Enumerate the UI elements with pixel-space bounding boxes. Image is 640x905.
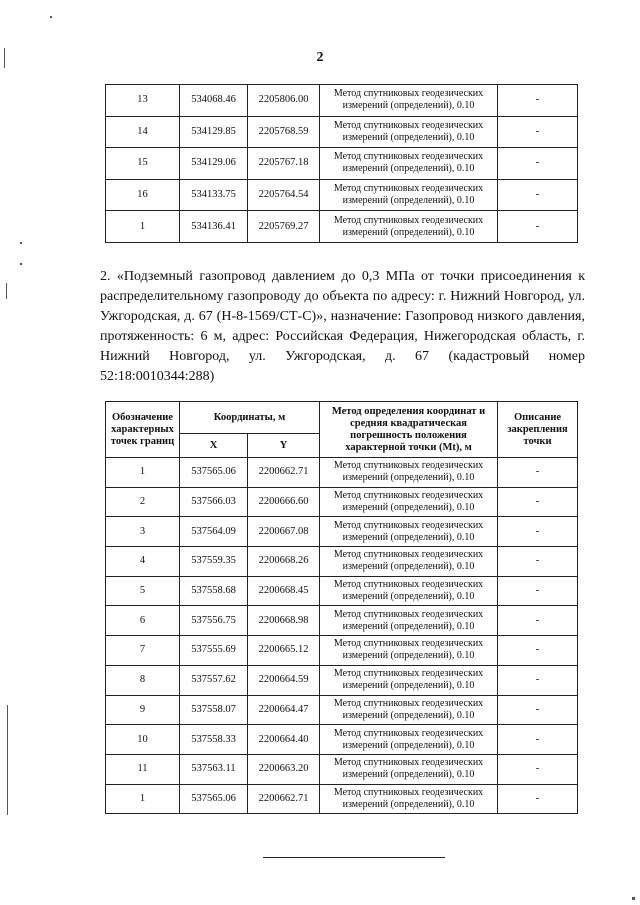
- cell-description: -: [498, 725, 578, 755]
- cell-method: Метод спутниковых геодезических измерений (определений), 0.10: [320, 725, 498, 755]
- cell-y: 2200663.20: [248, 754, 320, 784]
- table-row: [106, 636, 578, 666]
- cell-description: -: [498, 636, 578, 666]
- cell-x: 537559.35: [180, 547, 248, 577]
- cell-description: -: [498, 754, 578, 784]
- cell-method: Метод спутниковых геодезических измерений (определений), 0.10: [320, 148, 498, 180]
- section-2-text: 2. «Подземный газопровод давлением до 0,3 МПа от точки присоединения к распределительному газопроводу до объекта по адресу: г. Нижний Новгород, ул. Ужгородская, д. 67 (Н-8-1569/СТ-С)», назначение: Газопровод низкого давления, протяженность: 6 м, адрес: Российская Федерация, Нижегородская область, г. Нижний Новгород, ул. Ужгородская, д. 67 (кадастровый номер 52:18:0010344:288): [100, 269, 585, 384]
- cell-method: Метод спутниковых геодезических измерений (определений), 0.10: [320, 606, 498, 636]
- scan-artifact: [50, 16, 52, 18]
- cell-description: -: [498, 458, 578, 488]
- cell-description: -: [498, 85, 578, 117]
- cell-y: 2205806.00: [248, 85, 320, 117]
- cell-description: -: [498, 695, 578, 725]
- table-row: [106, 116, 578, 148]
- cell-method: Метод спутниковых геодезических измерений (определений), 0.10: [320, 754, 498, 784]
- cell-point: 10: [106, 725, 180, 755]
- cell-description: -: [498, 665, 578, 695]
- cell-point: 1: [106, 211, 180, 243]
- cell-point: 3: [106, 517, 180, 547]
- cell-x: 534068.46: [180, 85, 248, 117]
- cell-description: -: [498, 784, 578, 814]
- cell-point: 6: [106, 606, 180, 636]
- cell-point: 1: [106, 458, 180, 488]
- table2-header: [106, 402, 578, 458]
- cell-point: 7: [106, 636, 180, 666]
- table-row: [106, 725, 578, 755]
- cell-point: 1: [106, 784, 180, 814]
- cell-description: -: [498, 606, 578, 636]
- page-number: 2: [316, 50, 324, 65]
- cell-point: 15: [106, 148, 180, 180]
- header-description: Описание закрепления точки: [498, 402, 578, 458]
- cell-point: 9: [106, 695, 180, 725]
- cell-y: 2200664.47: [248, 695, 320, 725]
- table-row: [106, 784, 578, 814]
- table-row: [106, 576, 578, 606]
- cell-x: 537566.03: [180, 487, 248, 517]
- cell-method: Метод спутниковых геодезических измерений (определений), 0.10: [320, 784, 498, 814]
- cell-point: 4: [106, 547, 180, 577]
- cell-y: 2205769.27: [248, 211, 320, 243]
- table-row: [106, 85, 578, 117]
- cell-description: -: [498, 211, 578, 243]
- cell-x: 534129.06: [180, 148, 248, 180]
- footer-divider: [263, 857, 445, 858]
- coordinates-table-continued: [105, 84, 578, 243]
- cell-point: 13: [106, 85, 180, 117]
- scan-artifact: [7, 705, 8, 815]
- cell-y: 2200668.26: [248, 547, 320, 577]
- cell-method: Метод спутниковых геодезических измерений (определений), 0.10: [320, 179, 498, 211]
- cell-method: Метод спутниковых геодезических измерений (определений), 0.10: [320, 211, 498, 243]
- cell-method: Метод спутниковых геодезических измерений (определений), 0.10: [320, 85, 498, 117]
- table-row: [106, 606, 578, 636]
- table-row: [106, 754, 578, 784]
- coordinates-table: [105, 401, 578, 814]
- cell-description: -: [498, 547, 578, 577]
- cell-x: 534136.41: [180, 211, 248, 243]
- table-row: [106, 148, 578, 180]
- cell-method: Метод спутниковых геодезических измерений (определений), 0.10: [320, 458, 498, 488]
- header-coordinates: Координаты, м: [180, 402, 320, 434]
- cell-description: -: [498, 576, 578, 606]
- cell-description: -: [498, 179, 578, 211]
- cell-y: 2205764.54: [248, 179, 320, 211]
- table-row: [106, 665, 578, 695]
- cell-x: 537564.09: [180, 517, 248, 547]
- cell-point: 5: [106, 576, 180, 606]
- table-row: [106, 487, 578, 517]
- cell-description: -: [498, 487, 578, 517]
- cell-y: 2200665.12: [248, 636, 320, 666]
- cell-x: 534133.75: [180, 179, 248, 211]
- cell-method: Метод спутниковых геодезических измерений (определений), 0.10: [320, 487, 498, 517]
- scan-artifact: [20, 263, 22, 265]
- cell-y: 2200664.40: [248, 725, 320, 755]
- table-row: [106, 211, 578, 243]
- cell-point: 2: [106, 487, 180, 517]
- scan-artifact: [6, 283, 7, 299]
- table2-body: [106, 458, 578, 814]
- cell-point: 16: [106, 179, 180, 211]
- cell-x: 534129.85: [180, 116, 248, 148]
- cell-method: Метод спутниковых геодезических измерений (определений), 0.10: [320, 695, 498, 725]
- cell-y: 2205768.59: [248, 116, 320, 148]
- scan-artifact: [4, 48, 5, 68]
- cell-point: 11: [106, 754, 180, 784]
- cell-x: 537555.69: [180, 636, 248, 666]
- table-row: [106, 179, 578, 211]
- cell-y: 2200668.45: [248, 576, 320, 606]
- cell-x: 537557.62: [180, 665, 248, 695]
- cell-description: -: [498, 148, 578, 180]
- cell-x: 537558.07: [180, 695, 248, 725]
- cell-y: 2200667.08: [248, 517, 320, 547]
- cell-x: 537565.06: [180, 784, 248, 814]
- cell-description: -: [498, 116, 578, 148]
- cell-point: 8: [106, 665, 180, 695]
- cell-x: 537558.33: [180, 725, 248, 755]
- cell-method: Метод спутниковых геодезических измерений (определений), 0.10: [320, 636, 498, 666]
- header-y: Y: [248, 434, 320, 458]
- table-row: [106, 695, 578, 725]
- cell-method: Метод спутниковых геодезических измерений (определений), 0.10: [320, 665, 498, 695]
- cell-x: 537558.68: [180, 576, 248, 606]
- table-row: [106, 458, 578, 488]
- scan-artifact: [20, 242, 22, 244]
- cell-y: 2200664.59: [248, 665, 320, 695]
- cell-method: Метод спутниковых геодезических измерений (определений), 0.10: [320, 547, 498, 577]
- cell-y: 2200662.71: [248, 458, 320, 488]
- cell-x: 537563.11: [180, 754, 248, 784]
- table1-body: [106, 85, 578, 243]
- cell-y: 2200668.98: [248, 606, 320, 636]
- header-x: X: [180, 434, 248, 458]
- cell-method: Метод спутниковых геодезических измерений (определений), 0.10: [320, 116, 498, 148]
- cell-y: 2200666.60: [248, 487, 320, 517]
- cell-x: 537565.06: [180, 458, 248, 488]
- table-row: [106, 517, 578, 547]
- scan-artifact: [632, 897, 635, 900]
- table-row: [106, 547, 578, 577]
- header-designation: Обозначение характерных точек границ: [106, 402, 180, 458]
- cell-y: 2200662.71: [248, 784, 320, 814]
- cell-point: 14: [106, 116, 180, 148]
- cell-y: 2205767.18: [248, 148, 320, 180]
- header-method: Метод определения координат и средняя квадратическая погрешность положения характерной точки (Mt), м: [320, 402, 498, 458]
- cell-method: Метод спутниковых геодезических измерений (определений), 0.10: [320, 517, 498, 547]
- cell-x: 537556.75: [180, 606, 248, 636]
- cell-description: -: [498, 517, 578, 547]
- cell-method: Метод спутниковых геодезических измерений (определений), 0.10: [320, 576, 498, 606]
